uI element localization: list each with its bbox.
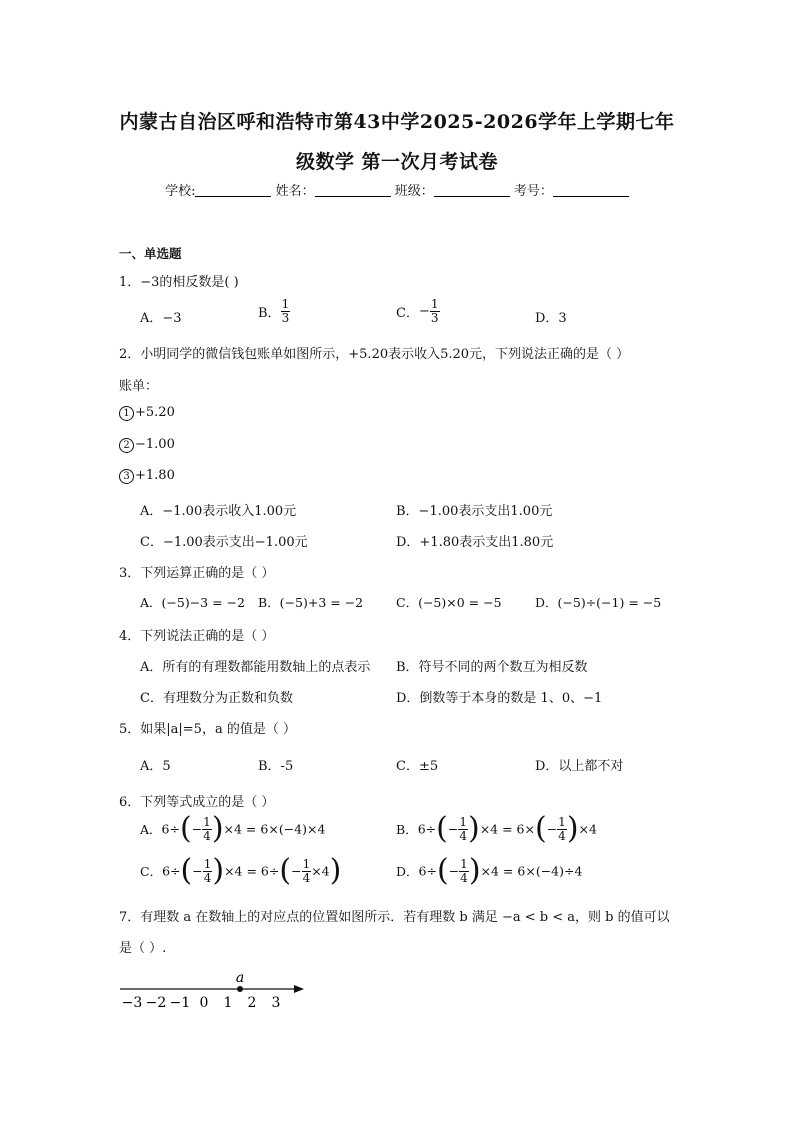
q3-option-c: C．(−5)×0 = −5: [396, 595, 502, 610]
q6-option-c: [140, 853, 342, 888]
q1-option-c-fraction: [430, 298, 440, 325]
q5-option-b: B．-5: [258, 759, 294, 774]
q5-option-c: C．±5: [396, 759, 439, 774]
q2-option-d: D．+1.80表示支出1.80元: [396, 535, 554, 550]
q3-option-d: D．(−5)÷(−1) = −5: [535, 595, 662, 610]
q3-option-b: B．(−5)+3 = −2: [258, 595, 364, 610]
expr-part: ×4 = 6×: [223, 821, 279, 837]
number-blank[interactable]: [553, 184, 629, 197]
expr-part: ×4: [307, 821, 326, 837]
fraction: [557, 816, 567, 843]
fraction-denominator: 4: [460, 870, 468, 885]
option-label: B．: [396, 822, 418, 837]
number-line-tick-label: 0: [199, 995, 209, 1011]
right-paren: ): [566, 811, 579, 846]
exam-title-line1: 内蒙古自治区呼和浩特市第43中学2025-2026学年上学期七年: [119, 111, 675, 133]
student-info-fields: [0, 180, 794, 199]
right-paren: ): [468, 853, 481, 888]
q6-option-a: [140, 811, 326, 846]
arrow-right-icon: [294, 985, 304, 993]
expr-part: ÷4: [564, 863, 583, 879]
fraction-numerator: 1: [430, 297, 439, 311]
q5-option-d: D．以上都不对: [535, 759, 624, 774]
q4-option-a: A．所有的有理数都能用数轴上的点表示: [140, 660, 371, 675]
left-paren: (: [179, 811, 192, 846]
frac-sign: −: [192, 863, 203, 879]
q1-option-c: [396, 298, 440, 325]
q1-option-b-fraction: [281, 298, 291, 325]
q2-option-c: C．−1.00表示支出−1.00元: [140, 535, 308, 550]
fraction: [203, 858, 213, 885]
frac-sign: −: [291, 863, 302, 879]
bill-amount: +1.80: [135, 468, 175, 483]
option-label: D．: [396, 864, 419, 879]
class-blank[interactable]: [434, 184, 510, 197]
fraction-numerator: 1: [302, 856, 311, 871]
q2-bill-item: [119, 437, 175, 453]
q4-option-d: D．倒数等于本身的数是 1、0、−1: [396, 691, 603, 706]
fraction-denominator: 4: [459, 828, 467, 843]
q1-option-c-label: C．: [396, 306, 419, 321]
q3-stem: 3．下列运算正确的是（ ）: [119, 566, 275, 581]
q1-stem: 1．−3的相反数是( ): [119, 275, 239, 290]
fraction-numerator: 1: [281, 297, 290, 311]
frac-sign: −: [447, 821, 459, 837]
left-paren: (: [436, 853, 449, 888]
expr-part: ×4 = 6×: [479, 821, 535, 837]
q1-option-b-label: B．: [258, 306, 281, 321]
q1-option-c-sign: −: [418, 304, 430, 319]
circled-number: 2: [119, 438, 134, 453]
q5-stem: 5．如果|a|=5，a 的值是（ ）: [119, 722, 296, 737]
fraction-denominator: 4: [558, 828, 566, 843]
left-paren: (: [279, 853, 292, 888]
bill-amount: +5.20: [135, 405, 175, 420]
section-heading: 一、单选题: [119, 246, 182, 261]
number-label: 考号：: [513, 184, 553, 199]
expr-part: 6÷: [161, 821, 180, 837]
number-line-tick-label: 1: [223, 995, 233, 1011]
expr-part: ×4 = 6÷: [224, 863, 280, 879]
fraction-denominator: 4: [302, 870, 311, 885]
q5-option-a: A．5: [140, 759, 171, 774]
point-a-label: a: [235, 970, 245, 986]
number-line: [110, 965, 320, 1015]
fraction-numerator: 1: [558, 814, 566, 829]
expr-part: 6÷: [162, 863, 181, 879]
fraction: [458, 816, 468, 843]
fraction: [302, 858, 312, 885]
q4-option-b: B．符号不同的两个数互为相反数: [396, 660, 588, 675]
q2-option-b: B．−1.00表示支出1.00元: [396, 504, 553, 519]
fraction-denominator: 4: [203, 828, 211, 843]
fraction-numerator: 1: [460, 856, 468, 871]
q2-bill-item: [119, 405, 175, 421]
q1-option-a: A．−3: [140, 311, 182, 326]
point-a-dot: [237, 986, 243, 992]
circled-number: 1: [119, 406, 134, 421]
expr-part: (−4): [278, 821, 307, 837]
expr-part: ×4: [578, 821, 597, 837]
name-label: 姓名：: [275, 184, 315, 199]
left-paren: (: [180, 853, 193, 888]
q3-option-a: A．(−5)−3 = −2: [140, 595, 245, 610]
number-line-tick-label: −1: [169, 995, 191, 1011]
school-blank[interactable]: [195, 184, 271, 197]
fraction-numerator: 1: [203, 814, 211, 829]
left-paren: (: [534, 811, 547, 846]
expr-part: 6÷: [418, 863, 437, 879]
fraction-denominator: 3: [430, 311, 439, 325]
name-blank[interactable]: [315, 184, 391, 197]
fraction-denominator: 3: [281, 311, 290, 325]
right-paren: ): [467, 811, 480, 846]
school-label: 学校:: [165, 184, 196, 199]
q2-bill-item: [119, 468, 175, 484]
bill-amount: −1.00: [135, 437, 175, 452]
expr-part: (−4): [535, 863, 564, 879]
fraction-numerator: 1: [203, 856, 212, 871]
fraction-denominator: 4: [203, 870, 212, 885]
circled-number: 3: [119, 469, 134, 484]
q2-option-a: A．−1.00表示收入1.00元: [140, 504, 297, 519]
q4-option-c: C．有理数分为正数和负数: [140, 691, 293, 706]
q6-option-b: [396, 811, 597, 846]
expr-part: ×4: [311, 863, 330, 879]
frac-sign: −: [448, 863, 460, 879]
expr-part: 6÷: [417, 821, 437, 837]
q7-stem-line2: 是（ ）.: [119, 941, 167, 956]
exam-title-line2: 级数学 第一次月考试卷: [295, 151, 499, 173]
q1-option-b: [258, 298, 290, 325]
right-paren: ): [329, 853, 342, 888]
fraction-numerator: 1: [459, 814, 467, 829]
q4-stem: 4．下列说法正确的是（ ）: [119, 629, 275, 644]
left-paren: (: [436, 811, 448, 846]
option-label: A．: [140, 822, 162, 837]
expr-part: ×4 = 6×: [480, 863, 536, 879]
q6-option-d: [396, 853, 583, 888]
frac-sign: −: [191, 821, 203, 837]
number-line-tick-label: −2: [145, 995, 167, 1011]
number-line-tick-label: 3: [271, 995, 281, 1011]
fraction: [459, 858, 469, 885]
frac-sign: −: [546, 821, 558, 837]
class-label: 班级：: [394, 184, 434, 199]
number-line-tick-label: −3: [121, 995, 143, 1011]
right-paren: ): [211, 811, 224, 846]
option-label: C．: [140, 864, 163, 879]
q6-stem: 6．下列等式成立的是（ ）: [119, 795, 275, 810]
q2-stem: 2．小明同学的微信钱包账单如图所示，+5.20表示收入5.20元，下列说法正确的是（ ）: [119, 347, 630, 362]
number-line-tick-label: 2: [247, 995, 257, 1011]
q7-stem-line1: 7．有理数 a 在数轴上的对应点的位置如图所示．若有理数 b 满足 −a < b < a，则 b 的值可以: [119, 910, 670, 925]
q1-option-d: D．3: [535, 311, 567, 326]
right-paren: ): [212, 853, 225, 888]
q2-bill-label: 账单：: [119, 379, 159, 394]
fraction: [202, 816, 212, 843]
